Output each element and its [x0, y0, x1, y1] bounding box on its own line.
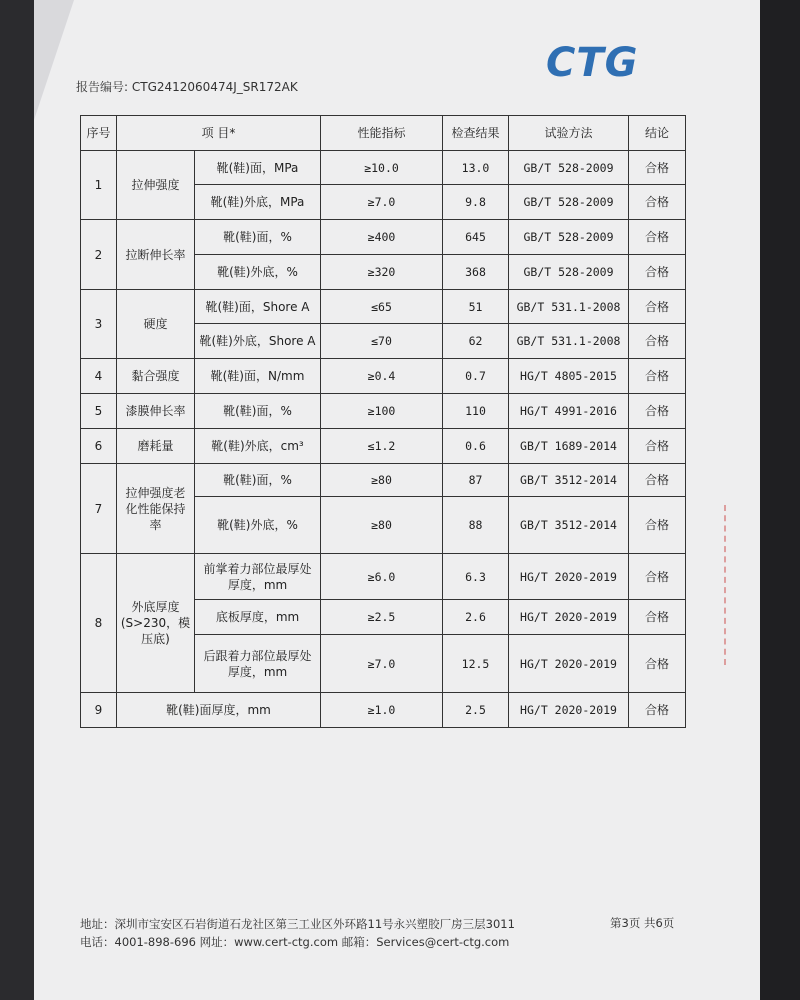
result-value: 0.6 — [443, 429, 509, 464]
test-method: HG/T 2020-2019 — [509, 600, 629, 635]
item-name: 磨耗量 — [117, 429, 195, 464]
row-number: 4 — [81, 359, 117, 394]
header-no: 序号 — [81, 116, 117, 151]
sub-item: 靴(鞋)外底，cm³ — [195, 429, 321, 464]
item-name: 外底厚度(S>230，模压底) — [117, 554, 195, 693]
test-results-table — [80, 115, 686, 728]
spec-value: ≥400 — [321, 220, 443, 255]
header-spec: 性能指标 — [321, 116, 443, 151]
row-number: 3 — [81, 290, 117, 359]
spec-value: ≥7.0 — [321, 635, 443, 693]
test-method: GB/T 531.1-2008 — [509, 324, 629, 359]
conclusion: 合格 — [629, 185, 686, 220]
result-value: 2.6 — [443, 600, 509, 635]
item-name: 靴(鞋)面厚度，mm — [117, 693, 321, 728]
header-result: 检查结果 — [443, 116, 509, 151]
row-number: 6 — [81, 429, 117, 464]
table-body — [81, 151, 686, 728]
row-number: 8 — [81, 554, 117, 693]
spec-value: ≥80 — [321, 497, 443, 554]
report-number: 报告编号: CTG2412060474J_SR172AK — [76, 80, 298, 94]
conclusion: 合格 — [629, 359, 686, 394]
conclusion: 合格 — [629, 324, 686, 359]
partial-stamp — [724, 505, 744, 665]
header-item: 项 目* — [117, 116, 321, 151]
spec-value: ≥6.0 — [321, 554, 443, 600]
ctg-logo: CTG — [546, 40, 639, 86]
sub-item: 靴(鞋)面，% — [195, 220, 321, 255]
sub-item: 靴(鞋)外底，Shore A — [195, 324, 321, 359]
test-method: HG/T 2020-2019 — [509, 635, 629, 693]
test-method: HG/T 4991-2016 — [509, 394, 629, 429]
spec-value: ≥2.5 — [321, 600, 443, 635]
row-number: 5 — [81, 394, 117, 429]
test-method: GB/T 528-2009 — [509, 255, 629, 290]
sub-item: 底板厚度，mm — [195, 600, 321, 635]
header-method: 试验方法 — [509, 116, 629, 151]
result-value: 51 — [443, 290, 509, 324]
result-value: 62 — [443, 324, 509, 359]
table-row — [81, 554, 686, 600]
conclusion: 合格 — [629, 220, 686, 255]
conclusion: 合格 — [629, 635, 686, 693]
test-method: GB/T 3512-2014 — [509, 497, 629, 554]
result-value: 368 — [443, 255, 509, 290]
sub-item: 靴(鞋)外底，% — [195, 255, 321, 290]
test-method: HG/T 2020-2019 — [509, 554, 629, 600]
result-value: 2.5 — [443, 693, 509, 728]
background-edge — [760, 0, 800, 1000]
sub-item: 靴(鞋)面，MPa — [195, 151, 321, 185]
table-header-row — [81, 116, 686, 151]
test-method: GB/T 528-2009 — [509, 220, 629, 255]
spec-value: ≥10.0 — [321, 151, 443, 185]
table-row — [81, 394, 686, 429]
spec-value: ≥1.0 — [321, 693, 443, 728]
result-value: 645 — [443, 220, 509, 255]
table-row — [81, 290, 686, 324]
result-value: 88 — [443, 497, 509, 554]
conclusion: 合格 — [629, 151, 686, 185]
sub-item: 靴(鞋)面，% — [195, 394, 321, 429]
footer-contact: 电话：4001-898-696 网址：www.cert-ctg.com 邮箱：Services@cert-ctg.com — [80, 935, 510, 949]
spec-value: ≥7.0 — [321, 185, 443, 220]
spec-value: ≤65 — [321, 290, 443, 324]
row-number: 2 — [81, 220, 117, 290]
item-name: 黏合强度 — [117, 359, 195, 394]
sub-item: 前掌着力部位最厚处厚度，mm — [195, 554, 321, 600]
result-value: 9.8 — [443, 185, 509, 220]
header-conclusion: 结论 — [629, 116, 686, 151]
test-method: GB/T 1689-2014 — [509, 429, 629, 464]
test-method: GB/T 531.1-2008 — [509, 290, 629, 324]
row-number: 1 — [81, 151, 117, 220]
sub-item: 靴(鞋)外底，% — [195, 497, 321, 554]
conclusion: 合格 — [629, 429, 686, 464]
conclusion: 合格 — [629, 464, 686, 497]
sub-item: 靴(鞋)面，N/mm — [195, 359, 321, 394]
conclusion: 合格 — [629, 290, 686, 324]
item-name: 拉断伸长率 — [117, 220, 195, 290]
spec-value: ≤70 — [321, 324, 443, 359]
page-number: 第3页 共6页 — [610, 916, 675, 930]
conclusion: 合格 — [629, 600, 686, 635]
table-row — [81, 151, 686, 185]
footer — [80, 915, 515, 951]
spec-value: ≥100 — [321, 394, 443, 429]
test-method: GB/T 528-2009 — [509, 185, 629, 220]
conclusion: 合格 — [629, 394, 686, 429]
table-row — [81, 359, 686, 394]
spec-value: ≥320 — [321, 255, 443, 290]
item-name: 拉伸强度 — [117, 151, 195, 220]
sub-item: 靴(鞋)外底，MPa — [195, 185, 321, 220]
table-row — [81, 464, 686, 497]
item-name: 硬度 — [117, 290, 195, 359]
item-name: 漆膜伸长率 — [117, 394, 195, 429]
test-method: GB/T 3512-2014 — [509, 464, 629, 497]
sub-item: 靴(鞋)面，Shore A — [195, 290, 321, 324]
test-method: HG/T 4805-2015 — [509, 359, 629, 394]
row-number: 9 — [81, 693, 117, 728]
spec-value: ≤1.2 — [321, 429, 443, 464]
conclusion: 合格 — [629, 554, 686, 600]
conclusion: 合格 — [629, 255, 686, 290]
result-value: 12.5 — [443, 635, 509, 693]
sub-item: 靴(鞋)面，% — [195, 464, 321, 497]
sub-item: 后跟着力部位最厚处厚度，mm — [195, 635, 321, 693]
spec-value: ≥80 — [321, 464, 443, 497]
result-value: 110 — [443, 394, 509, 429]
result-value: 13.0 — [443, 151, 509, 185]
result-value: 87 — [443, 464, 509, 497]
table-row — [81, 429, 686, 464]
footer-address: 地址：深圳市宝安区石岩街道石龙社区第三工业区外环路11号永兴塑胶厂房三层3011 — [80, 917, 515, 931]
item-name: 拉伸强度老化性能保持率 — [117, 464, 195, 554]
conclusion: 合格 — [629, 693, 686, 728]
result-value: 6.3 — [443, 554, 509, 600]
table-row — [81, 220, 686, 255]
test-method: HG/T 2020-2019 — [509, 693, 629, 728]
row-number: 7 — [81, 464, 117, 554]
conclusion: 合格 — [629, 497, 686, 554]
table-row — [81, 693, 686, 728]
result-value: 0.7 — [443, 359, 509, 394]
spec-value: ≥0.4 — [321, 359, 443, 394]
test-method: GB/T 528-2009 — [509, 151, 629, 185]
